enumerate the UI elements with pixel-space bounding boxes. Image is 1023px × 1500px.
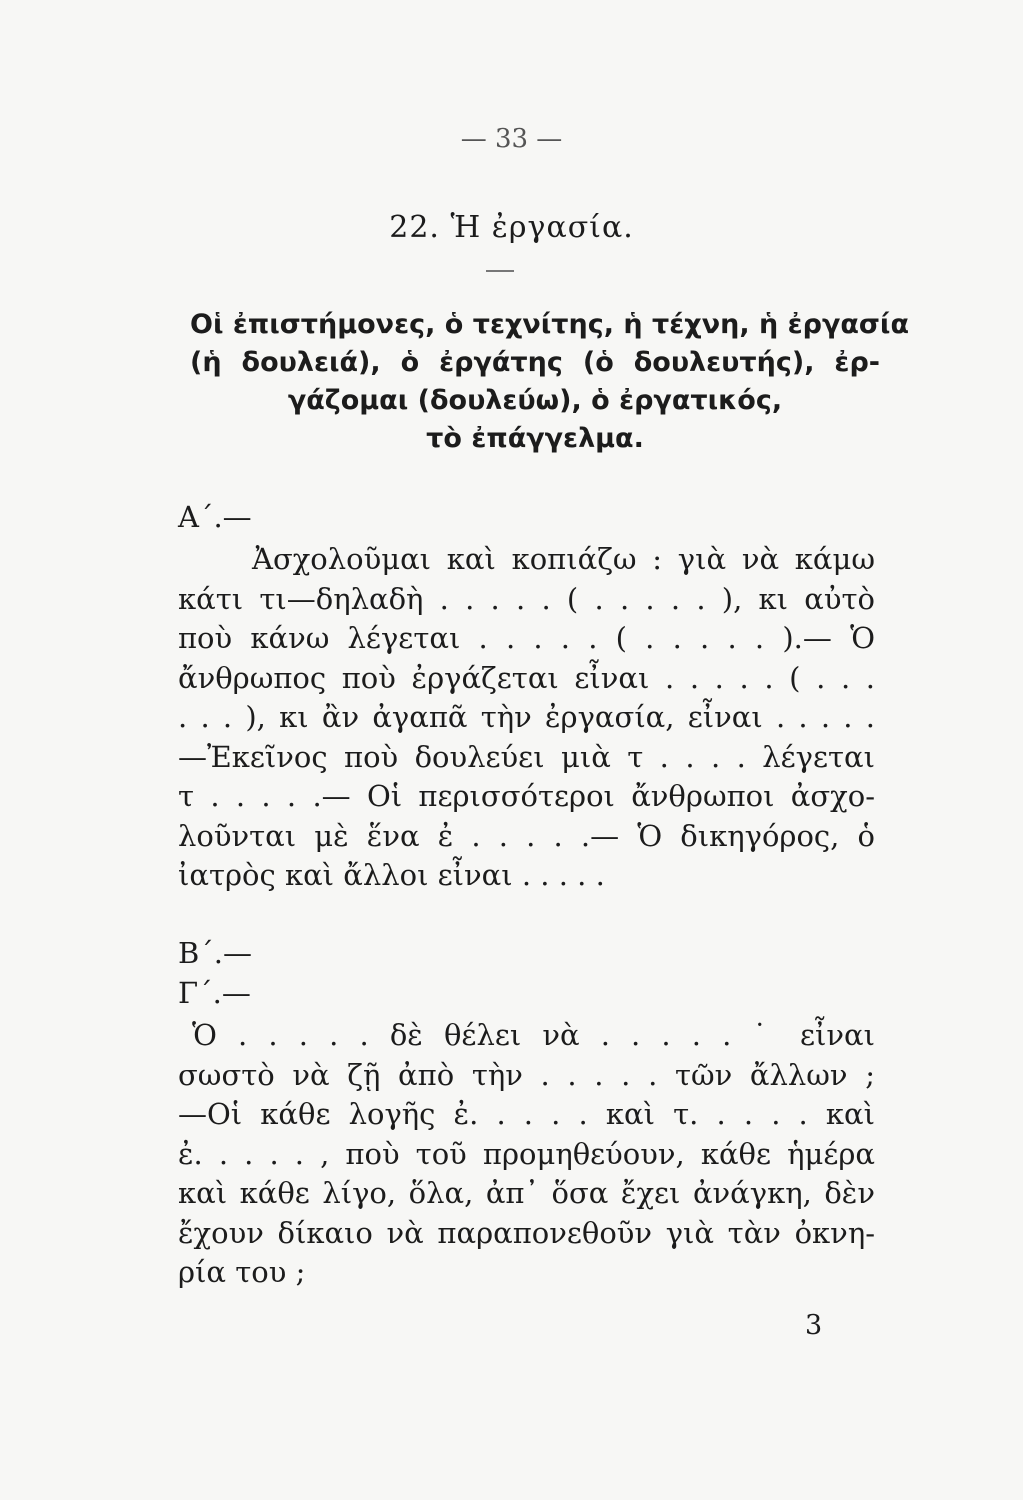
text-line: —Ἐκεῖνος ποὺ δουλεύει μιὰ τ . . . . λέγεται xyxy=(178,739,875,774)
text-line: λοῦνται μὲ ἕνα ἐ . . . . .— Ὁ δικηγόρος, ὁ xyxy=(178,818,875,853)
vocabulary-line: τὸ ἐπάγγελμα. xyxy=(426,423,644,454)
section-a-label: Α΄.— xyxy=(178,500,252,534)
text-line: ποὺ κάνω λέγεται . . . . . ( . . . . . ).— Ὁ xyxy=(178,621,875,655)
vocabulary-line: Οἱ ἐπιστήμονες, ὁ τεχνίτης, ἡ τέχνη, ἡ ἐργασία xyxy=(190,309,909,340)
vocabulary-block xyxy=(190,306,909,458)
text-line: ἰατρὸς καὶ ἄλλοι εἶναι . . . . . xyxy=(178,858,605,892)
section-a-text xyxy=(178,540,875,896)
text-line: καὶ κάθε λίγο, ὅλα, ἀπ᾿ ὅσα ἔχει ἀνάγκη, δὲν xyxy=(178,1176,875,1210)
vocabulary-line: (ἡ δουλειά), ὁ ἐργάτης (ὁ δουλευτής), ἐρ- xyxy=(190,347,880,378)
text-line: ἐ. . . . . , ποὺ τοῦ προμηθεύουν, κάθε ἡμέρα xyxy=(178,1136,875,1171)
section-b-label: Β΄.— xyxy=(178,936,253,970)
signature-mark: 3 xyxy=(805,1310,823,1341)
section-c-text xyxy=(178,1016,875,1293)
text-line: σωστὸ νὰ ζῇ ἀπὸ τὴν . . . . . τῶν ἄλλων ; xyxy=(178,1057,875,1092)
text-line: κάτι τι—δηλαδὴ . . . . . ( . . . . . ), κι αὐτὸ xyxy=(178,581,875,616)
vocabulary-line: γάζομαι (δουλεύω), ὁ ἐργατικός, xyxy=(287,385,783,416)
text-line: —Οἱ κάθε λογῆς ἐ. . . . . καὶ τ. . . . . καὶ xyxy=(178,1097,875,1131)
text-line: ἔχουν δίκαιο νὰ παραπονεθοῦν γιὰ τὰν ὀκνη- xyxy=(178,1215,875,1250)
text-line: Ὁ . . . . . δὲ θέλει νὰ . . . . . ˙ εἶναι xyxy=(192,1018,875,1052)
text-line: . . . ), κι ἂν ἀγαπᾶ τὴν ἐργασία, εἶναι . . . . . xyxy=(178,700,875,734)
title-divider xyxy=(486,270,514,272)
text-line: τ . . . . .— Οἱ περισσότεροι ἄνθρωποι ἀσχο- xyxy=(178,779,875,813)
text-line: Ἀσχολοῦμαι καὶ κοπιάζω : γιὰ νὰ κάμω xyxy=(252,542,875,576)
page-number: — 33 — xyxy=(460,124,563,154)
text-line: ρία του ; xyxy=(178,1255,306,1289)
text-line: ἄνθρωπος ποὺ ἐργάζεται εἶναι . . . . . ( . . . xyxy=(178,660,875,695)
chapter-title: 22. Ἡ ἐργασία. xyxy=(389,210,634,245)
section-c-label: Γ΄.— xyxy=(178,976,251,1010)
